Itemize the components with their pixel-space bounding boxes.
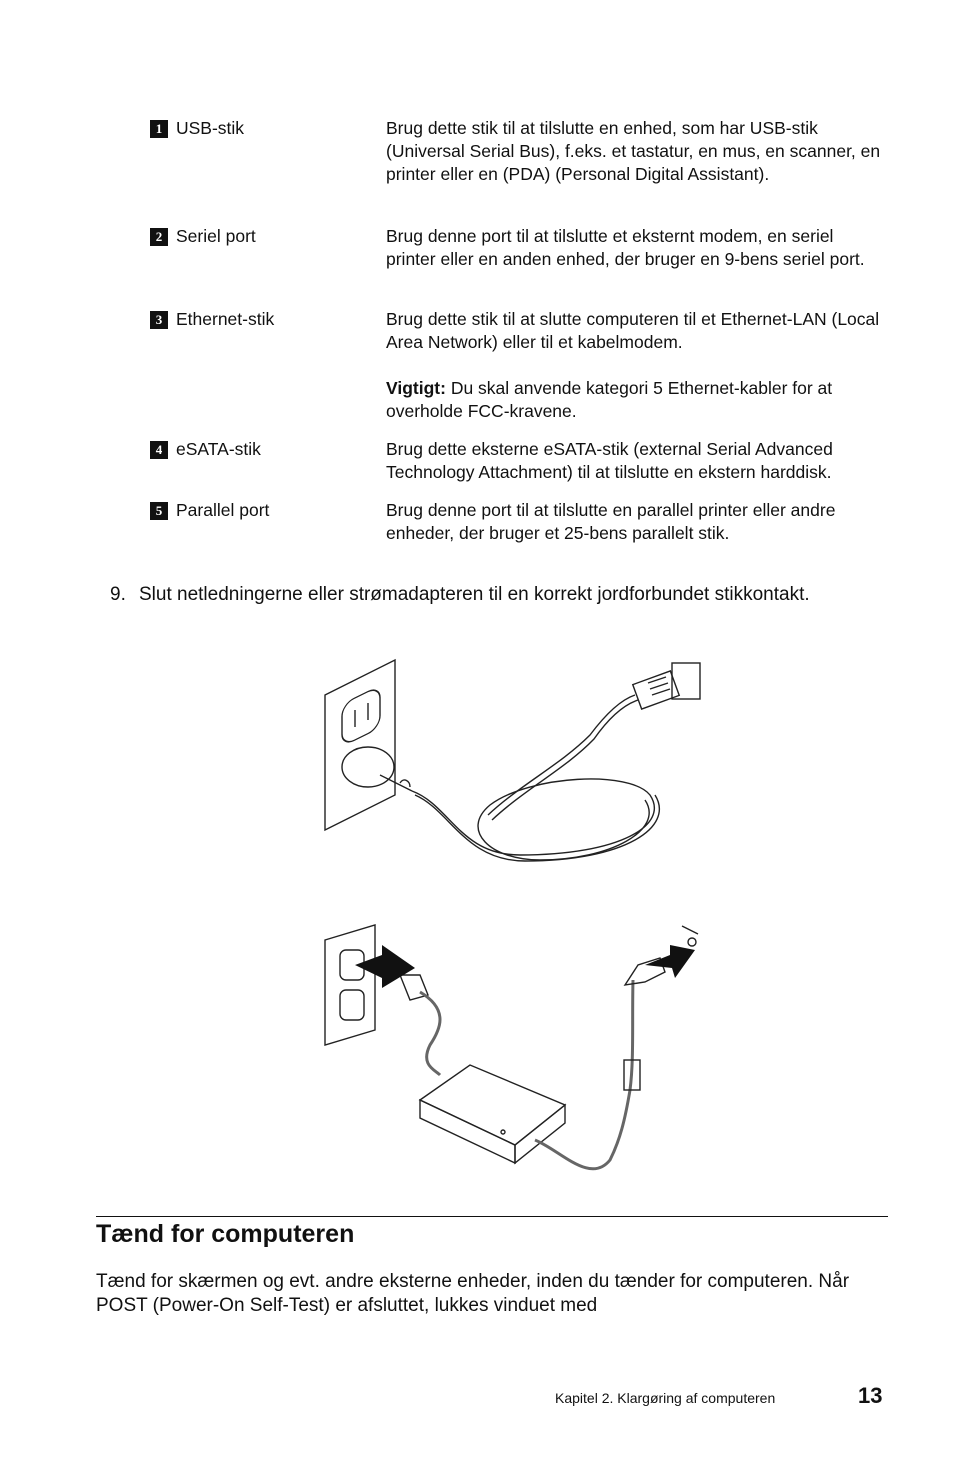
footer-chapter: Kapitel 2. Klargøring af computeren — [555, 1390, 776, 1406]
port-description: Brug dette stik til at slutte computeren til et Ethernet-LAN (Local Area Network) eller til et kabelmodem. — [386, 309, 880, 352]
section-divider — [96, 1216, 888, 1217]
port-name: eSATA-stik — [176, 439, 261, 459]
callout-number: 4 — [150, 441, 168, 459]
port-description: Brug denne port til at tilslutte en parallel printer eller andre enheder, der bruger et 25-bens parallelt stik. — [386, 500, 836, 543]
important-note — [386, 377, 886, 423]
insert-arrow-icon — [645, 945, 695, 978]
port-name: USB-stik — [176, 118, 245, 138]
page-number: 13 — [858, 1383, 883, 1408]
power-cord-illustration — [320, 655, 710, 885]
callout-number: 1 — [150, 120, 168, 138]
callout-number: 5 — [150, 502, 168, 520]
port-description: Brug denne port til at tilslutte et eksternt modem, en seriel printer eller en anden enhed, der bruger en 9-bens seriel port. — [386, 226, 865, 269]
section-heading: Tænd for computeren — [96, 1220, 355, 1248]
callout-number: 3 — [150, 311, 168, 329]
port-name: Ethernet-stik — [176, 309, 275, 329]
port-name: Seriel port — [176, 226, 256, 246]
ac-adapter-illustration — [320, 920, 710, 1185]
step-number: 9. — [110, 584, 126, 605]
port-name: Parallel port — [176, 500, 270, 520]
step-text: Slut netledningerne eller strømadapteren til en korrekt jordforbundet stikkontakt. — [139, 584, 810, 605]
note-label: Vigtigt: — [386, 378, 446, 398]
callout-number: 2 — [150, 228, 168, 246]
section-paragraph: Tænd for skærmen og evt. andre eksterne enheder, inden du tænder for computeren. Når POST (Power-On Self-Test) er afsluttet, lukkes vinduet med — [96, 1271, 850, 1316]
port-description: Brug dette stik til at tilslutte en enhed, som har USB-stik (Universal Serial Bus), f.eks. et tastatur, en mus, en scanner, en printer eller en (PDA) (Personal Digital Assistant). — [386, 118, 881, 184]
insert-arrow-icon — [355, 945, 415, 988]
note-text: Du skal anvende kategori 5 Ethernet-kabler for at overholde FCC-kravene. — [386, 378, 833, 421]
port-description: Brug dette eksterne eSATA-stik (external Serial Advanced Technology Attachment) til at tilslutte en ekstern harddisk. — [386, 439, 833, 482]
